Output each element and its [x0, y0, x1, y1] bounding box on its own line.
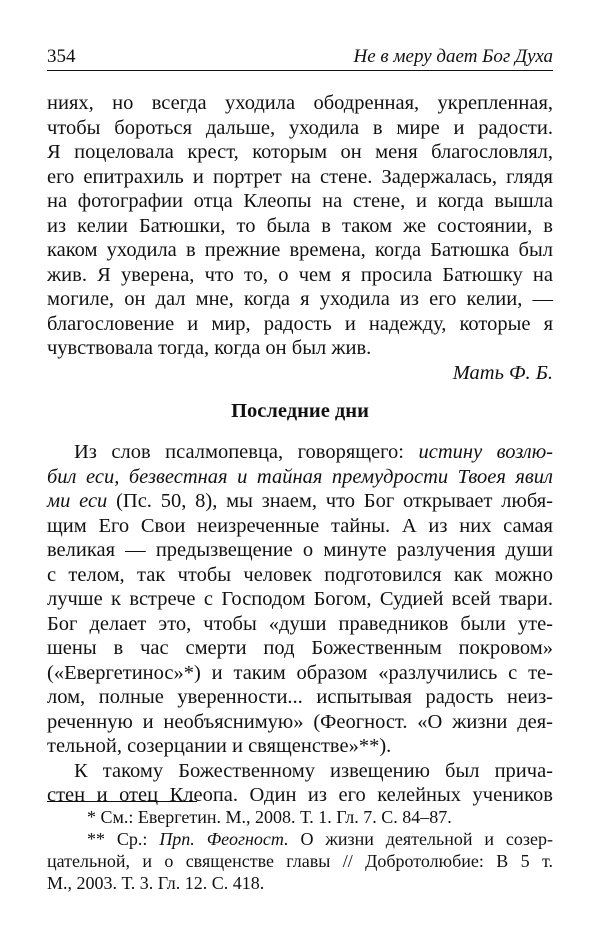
text-line: ниях, но всегда уходила ободренная, укрепленная, [47, 92, 553, 114]
footnotes [47, 806, 553, 894]
text-line: его епитрахиль и портрет на стене. Задержалась, глядя [47, 165, 553, 188]
footnote: ** Ср.: Прп. Феогност. О жизни деятельной и созер- [87, 829, 554, 849]
text-line: чувствовала тогда, когда он был жив. [47, 337, 372, 359]
text-line: К такому Божественному извещению был прича- [74, 759, 553, 782]
text-line: ми еси (Пс. 50, 8), мы знаем, что Бог открывает любя- [47, 490, 553, 512]
text-line: бил еси, безвестная и тайная премудрости Твоея явил [47, 465, 553, 488]
section-heading: Последние дни [231, 400, 369, 422]
text-line: стен и отец Клеопа. Один из его келейных учеников [47, 784, 553, 806]
text-line: каком уходила в прежние времена, когда Батюшка был [47, 239, 553, 261]
footnote-line: цательной, и о священстве главы // Добротолюбие: В 5 т. [47, 851, 553, 871]
text-line: чтобы бороться дальше, уходила в мире и радости. [47, 116, 553, 139]
text-line: Я поцеловала крест, которым он меня благословлял, [47, 141, 553, 163]
section-body [47, 440, 553, 808]
text-line: могиле, он дал мне, когда я уходила из его келии, — [47, 288, 553, 310]
text-line: реченную и необъяснимую» (Феогност. «О жизни дея- [47, 710, 553, 733]
text-line: жив. Я уверена, что то, о чем я просила Батюшку на [47, 263, 553, 286]
running-title: Не в меру дает Бог Духа [353, 46, 553, 67]
text-line: Из слов псалмопевца, говорящего: истину возлю- [74, 441, 553, 463]
text-line: Бог делает это, чтобы «души праведников были уте- [47, 612, 553, 635]
text-line: великая — предызвещение о минуте разлучения души [47, 539, 553, 561]
paragraph-continuation [47, 91, 553, 385]
signature: Мать Ф. Б. [452, 361, 553, 384]
running-header [47, 42, 553, 71]
text-line: лучше к встрече с Господом Богом, Судией всей твари. [47, 588, 553, 610]
page-number: 354 [47, 46, 76, 67]
text-line: лом, полные уверенности... испытывая радость неиз- [47, 686, 553, 708]
text-line: тельной, созерцании и священстве»**). [47, 735, 392, 757]
text-line: на фотографии отца Клеопы на стене, и когда вышла [47, 190, 553, 212]
text-line: щим Его Свои неизреченные тайны. А из них самая [47, 514, 553, 537]
text-line: из келии Батюшки, то была в таком же состоянии, в [47, 214, 553, 237]
text-line: шены в час смерти под Божественным покровом» [47, 637, 553, 659]
text-line: («Евергетинос»*) и таким образом «разлучились с те- [47, 661, 553, 684]
text-line: благословение и мир, радость и надежду, которые я [47, 312, 553, 335]
footnote-divider [47, 801, 197, 802]
footnote: * См.: Евергетин. М., 2008. Т. 1. Гл. 7. С. 84–87. [87, 807, 452, 827]
text-line: с телом, так чтобы человек подготовился как можно [47, 563, 553, 586]
footnote-line: М., 2003. Т. 3. Гл. 12. С. 418. [47, 873, 265, 893]
